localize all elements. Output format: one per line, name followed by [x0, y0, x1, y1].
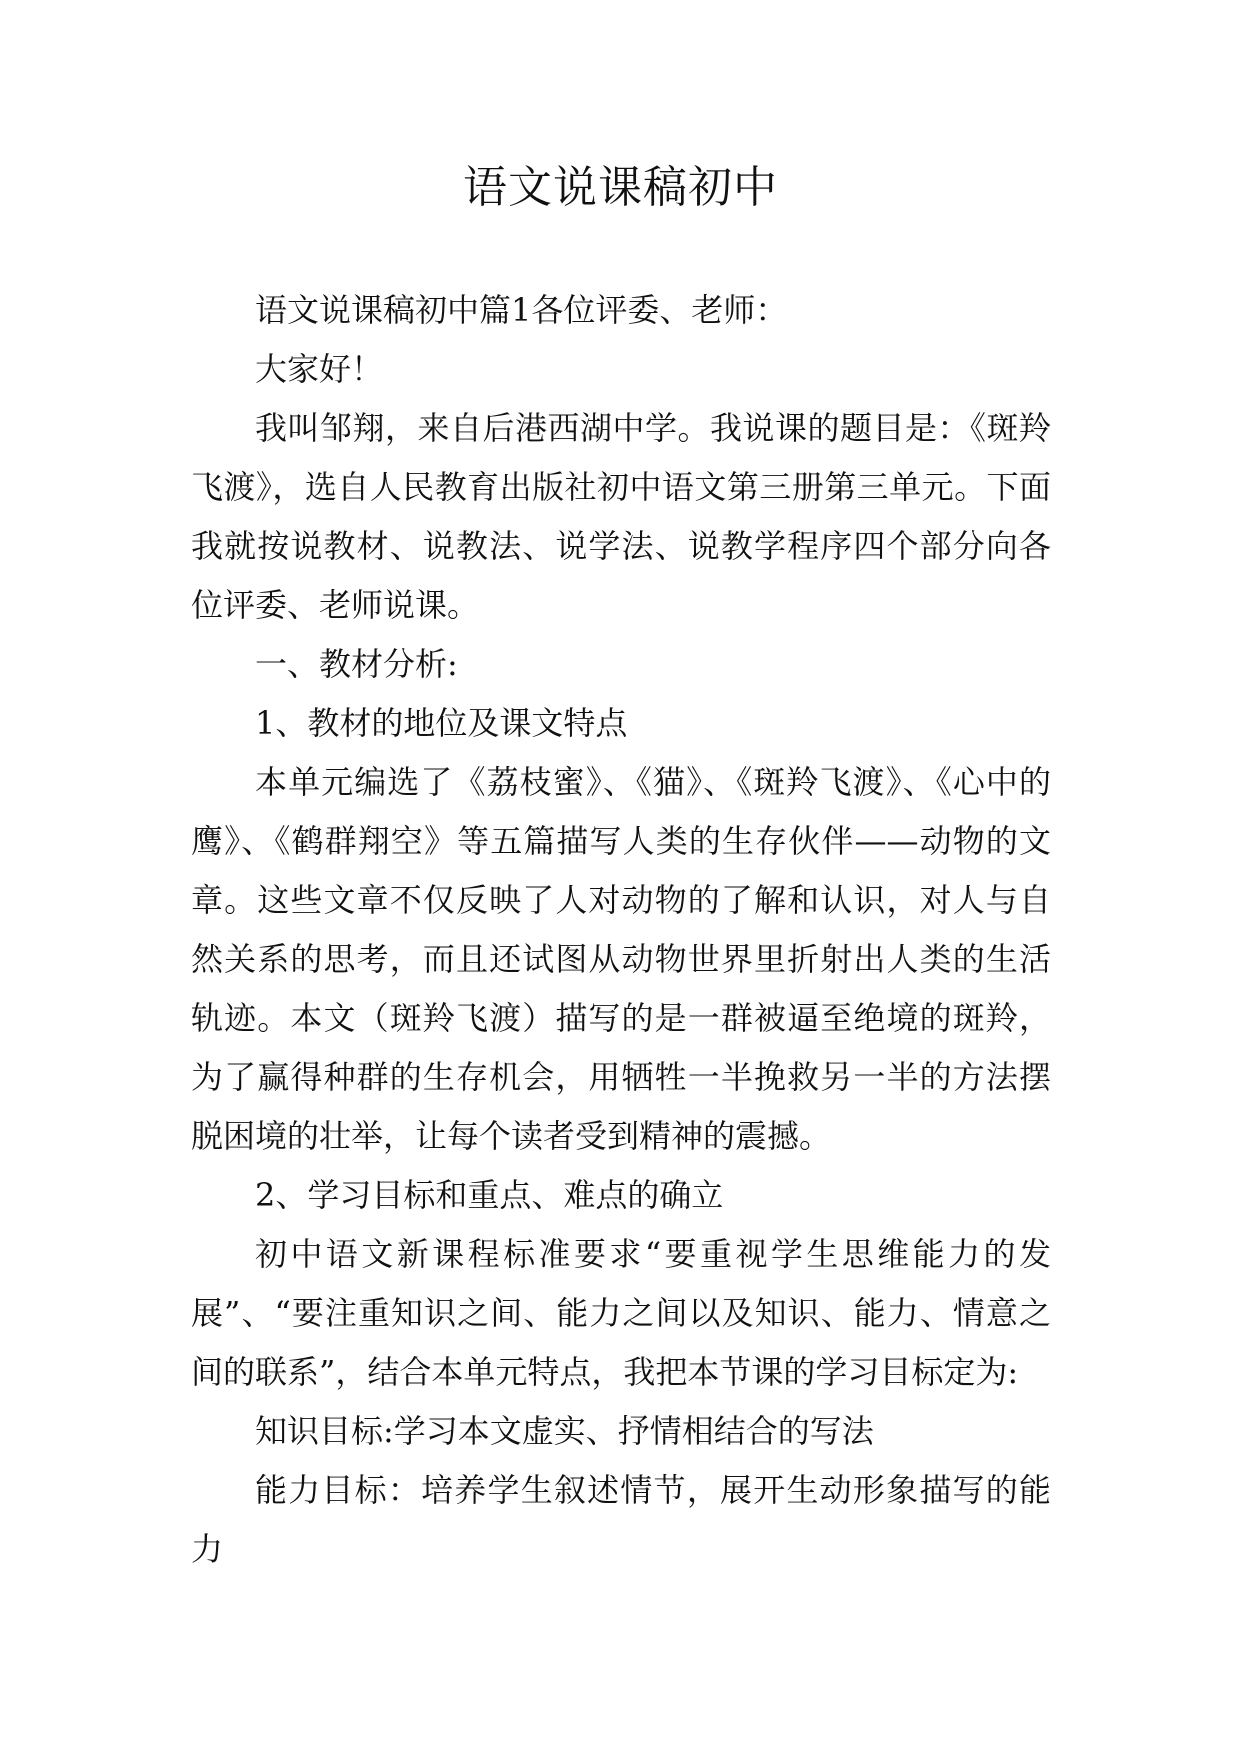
paragraph-greeting: 语文说课稿初中篇1各位评委、老师：: [255, 291, 788, 329]
subheading-textbook-position: 1、教材的地位及课文特点: [255, 704, 628, 742]
paragraph-hello: 大家好！: [255, 350, 384, 388]
paragraph-knowledge-goal: 知识目标:学习本文虚实、抒情相结合的写法: [255, 1412, 874, 1450]
subheading-learning-goals: 2、学习目标和重点、难点的确立: [255, 1176, 724, 1214]
paragraph-unit-description: 本单元编选了《荔枝蜜》、《猫》、《斑羚飞渡》、《心中的鹰》、《鹤群翔空》等五篇描写人类的生存伙伴——动物的文章。这些文章不仅反映了人对动物的了解和认识，对人与自然关系的思考，而且还试图从动物世界里折射出人类的生活轨迹。本文（斑羚飞渡）描写的是一群被逼至绝境的斑羚，为了赢得种群的生存机会，用牺牲一半挽救另一半的方法摆脱困境的壮举，让每个读者受到精神的震撼。: [191, 763, 1051, 1155]
section-heading-textbook-analysis: 一、教材分析:: [255, 645, 458, 683]
paragraph-introduction: 我叫邹翔，来自后港西湖中学。我说课的题目是：《斑羚飞渡》，选自人民教育出版社初中语文第三册第三单元。下面我就按说教材、说教法、说学法、说教学程序四个部分向各位评委、老师说课。: [191, 409, 1051, 624]
document-body: [191, 281, 1051, 1579]
document-title: 语文说课稿初中: [463, 162, 778, 213]
paragraph-curriculum-standard: 初中语文新课程标准要求“要重视学生思维能力的发展”、“要注重知识之间、能力之间以及知识、能力、情意之间的联系”，结合本单元特点，我把本节课的学习目标定为:: [191, 1235, 1051, 1391]
paragraph-ability-goal: 能力目标：培养学生叙述情节，展开生动形象描写的能力: [191, 1471, 1051, 1568]
